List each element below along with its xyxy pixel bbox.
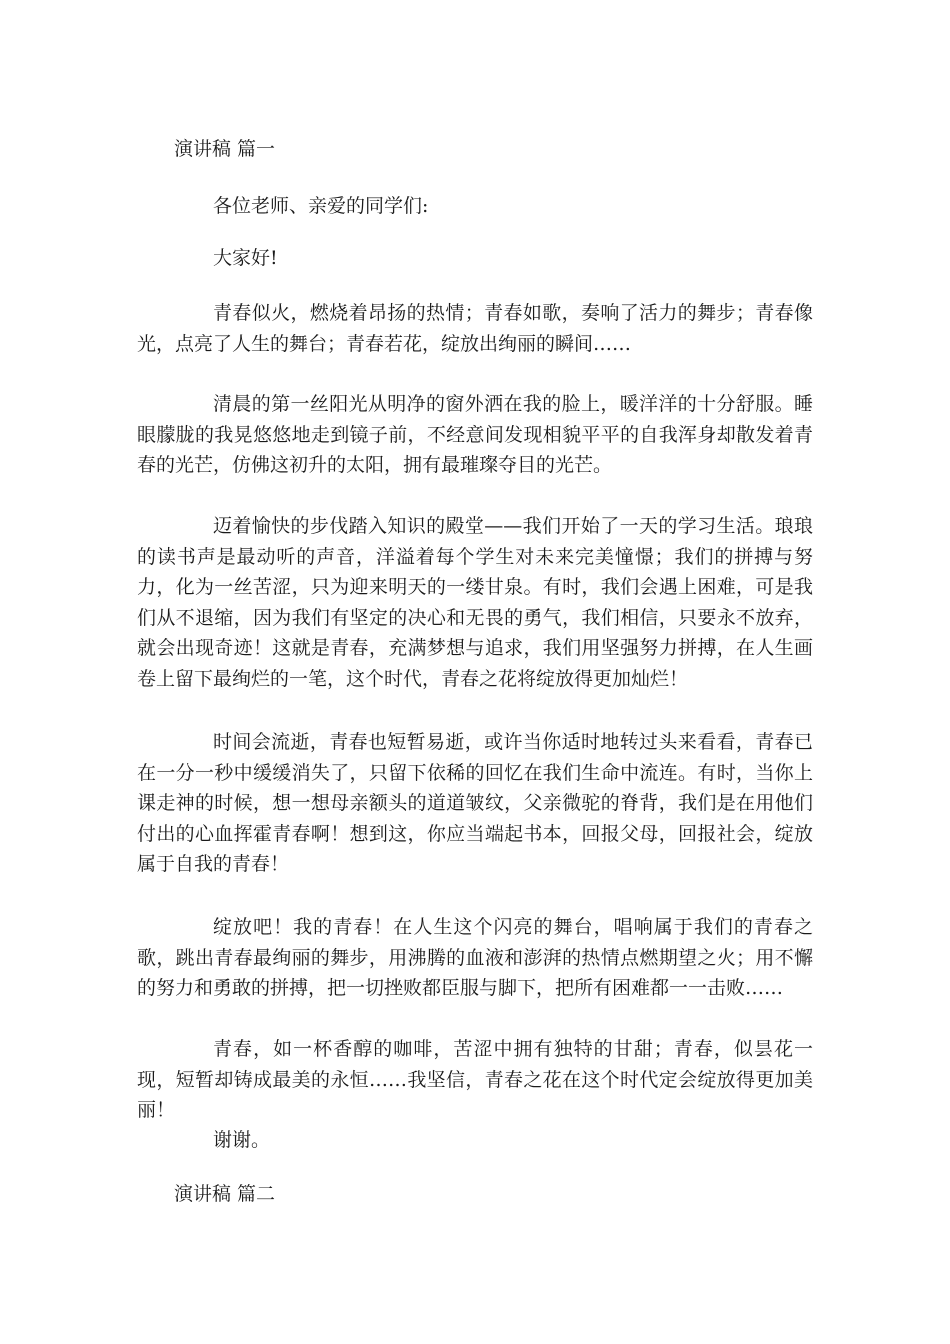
paragraph-1: 青春似火，燃烧着昂扬的热情；青春如歌，奏响了活力的舞步；青春像光，点亮了人生的舞台；青春若花，绽放出绚丽的瞬间…… (137, 302, 813, 355)
paragraph-6: 青春，如一杯香醇的咖啡，苦涩中拥有独特的甘甜；青春，似昙花一现，短暂却铸成最美的永恒……我坚信，青春之花在这个时代定会绽放得更加美丽！ (137, 1038, 813, 1122)
section-2-title: 演讲稿 篇二 (174, 1183, 276, 1205)
paragraph-4: 时间会流逝，青春也短暂易逝，或许当你适时地转过头来看看，青春已在一分一秒中缓缓消失了，只留下依稀的回忆在我们生命中流连。有时，当你上课走神的时候，想一想母亲额头的道道皱纹，父亲微驼的脊背，我们是在用他们付出的心血挥霍青春啊！想到这，你应当端起书本，回报父母，回报社会，绽放属于自我的青春！ (137, 731, 813, 876)
hello-line: 大家好! (213, 247, 278, 269)
greeting-line: 各位老师、亲爱的同学们: (213, 195, 429, 217)
paragraph-2: 清晨的第一丝阳光从明净的窗外洒在我的脸上，暖洋洋的十分舒服。睡眼朦胧的我晃悠悠地走到镜子前，不经意间发现相貌平平的自我浑身却散发着青春的光芒，仿佛这初升的太阳，拥有最璀璨夺目的光芒。 (137, 393, 813, 477)
paragraph-3: 迈着愉快的步伐踏入知识的殿堂——我们开始了一天的学习生活。琅琅的读书声是最动听的声音，洋溢着每个学生对未来完美憧憬；我们的拼搏与努力，化为一丝苦涩，只为迎来明天的一缕甘泉。有时，我们会遇上困难，可是我们从不退缩，因为我们有坚定的决心和无畏的勇气，我们相信，只要永不放弃，就会出现奇迹！这就是青春，充满梦想与追求，我们用坚强努力拼搏，在人生画卷上留下最绚烂的一笔，这个时代，青春之花将绽放得更加灿烂！ (137, 515, 813, 690)
thanks-line: 谢谢。 (213, 1129, 271, 1151)
section-1-title: 演讲稿 篇一 (174, 138, 276, 160)
paragraph-5: 绽放吧！我的青春！在人生这个闪亮的舞台，唱响属于我们的青春之歌，跳出青春最绚丽的舞步，用沸腾的血液和澎湃的热情点燃期望之火；用不懈的努力和勇敢的拼搏，把一切挫败都臣服与脚下，把所有困难都一一击败…… (137, 916, 813, 1000)
